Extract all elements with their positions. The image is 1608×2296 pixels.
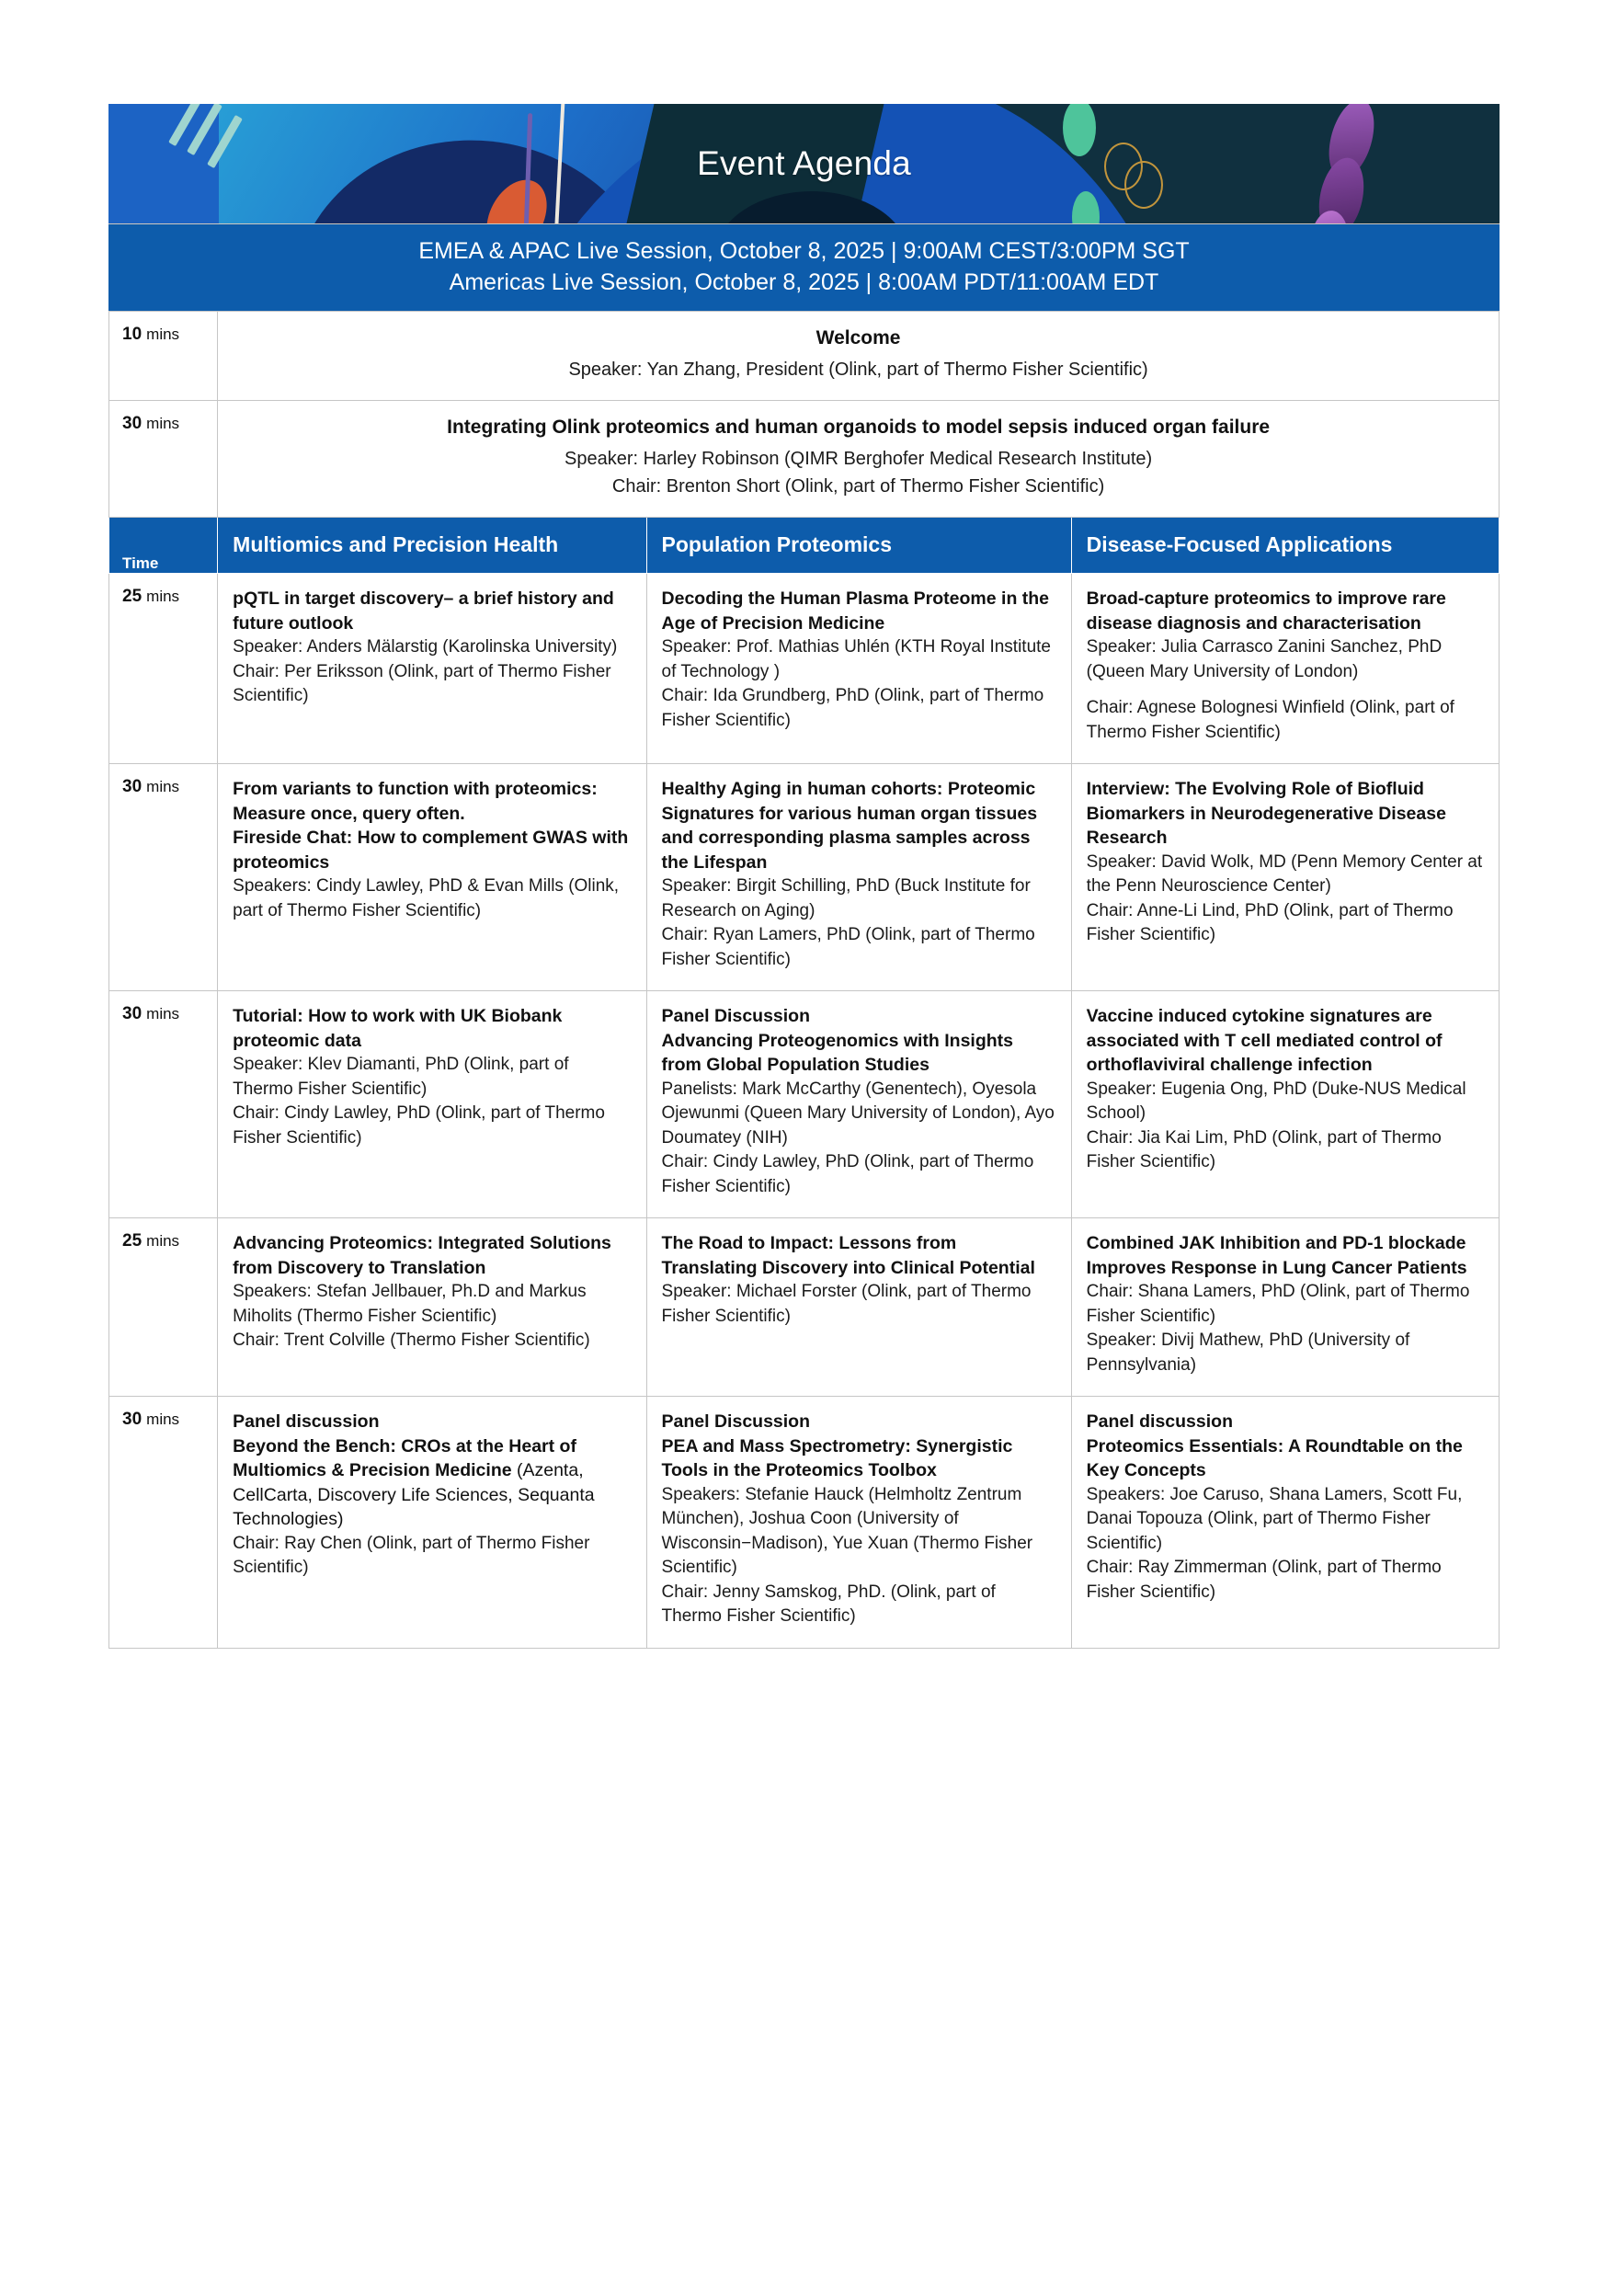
- time-cell: [109, 991, 218, 1218]
- duration-unit: mins: [146, 1411, 180, 1428]
- session-detail: Speaker: Julia Carrasco Zanini Sanchez, PhD (Queen Mary University of London): [1086, 637, 1443, 681]
- session-detail: Chair: Agnese Bolognesi Winfield (Olink, part of Thermo Fisher Scientific): [1086, 698, 1454, 742]
- session-cell: [646, 574, 1071, 764]
- session-title: Panel Discussion PEA and Mass Spectrometry: Synergistic Tools in the Proteomics Toolbox: [661, 1411, 1013, 1480]
- session-title: Combined JAK Inhibition and PD-1 blockade Improves Response in Lung Cancer Patients: [1086, 1233, 1467, 1278]
- session-title: Panel Discussion Advancing Proteogenomics with Insights from Global Population Studies: [661, 1006, 1013, 1075]
- session-title: Panel discussion Beyond the Bench: CROs at the Heart of Multiomics & Precision Medicine (Azenta, CellCarta, Discovery Life Sciences, Sequanta Technologies): [233, 1411, 595, 1529]
- session-title: Advancing Proteomics: Integrated Solutions from Discovery to Translation: [233, 1233, 611, 1278]
- session-title: Welcome: [815, 327, 901, 348]
- table-row: [109, 401, 1500, 518]
- session-detail: Chair: Brenton Short (Olink, part of Thermo Fisher Scientific): [611, 476, 1105, 497]
- session-detail: Speaker: Harley Robinson (QIMR Berghofer Medical Research Institute): [565, 449, 1153, 469]
- duration-unit: mins: [146, 1232, 180, 1250]
- session-detail: Chair: Per Eriksson (Olink, part of Thermo Fisher Scientific): [233, 661, 611, 705]
- event-banner: [108, 104, 1500, 223]
- session-cell: [646, 1397, 1071, 1649]
- session-detail: Chair: Jia Kai Lim, PhD (Olink, part of Thermo Fisher Scientific): [1086, 1127, 1442, 1171]
- table-row: [109, 312, 1500, 401]
- session-detail: Chair: Cindy Lawley, PhD (Olink, part of Thermo Fisher Scientific): [233, 1103, 605, 1148]
- session-title: Tutorial: How to work with UK Biobank proteomic data: [233, 1006, 563, 1051]
- session-cell: [1071, 1218, 1499, 1397]
- track-header-row: [109, 518, 1500, 574]
- session-detail: Speakers: Stefan Jellbauer, Ph.D and Markus Miholits (Thermo Fisher Scientific): [233, 1282, 587, 1326]
- session-detail: Chair: Jenny Samskog, PhD. (Olink, part of Thermo Fisher Scientific): [661, 1582, 996, 1626]
- session-title: Panel discussion Proteomics Essentials: A Roundtable on the Key Concepts: [1086, 1411, 1463, 1480]
- time-cell: [109, 1397, 218, 1649]
- session-detail: Speaker: Klev Diamanti, PhD (Olink, part of Thermo Fisher Scientific): [233, 1055, 569, 1099]
- table-row: [109, 764, 1500, 991]
- session-info-bar: [108, 223, 1500, 311]
- time-cell: [109, 764, 218, 991]
- session-title: Healthy Aging in human cohorts: Proteomic Signatures for various human organ tissues and corresponding plasma samples across the Lifespan: [661, 779, 1038, 873]
- duration-unit: mins: [146, 1005, 180, 1022]
- time-cell: [109, 574, 218, 764]
- session-title-suffix: (Azenta, CellCarta, Discovery Life Sciences, Sequanta Technologies): [233, 1460, 595, 1529]
- session-cell: [646, 991, 1071, 1218]
- duration-value: 30: [122, 414, 143, 433]
- session-cell: [218, 1397, 646, 1649]
- table-row: [109, 1218, 1500, 1397]
- intro-session-cell: [218, 401, 1500, 518]
- session-title: From variants to function with proteomics: Measure once, query often. Fireside Chat: How to complement GWAS with proteomics: [233, 779, 629, 873]
- session-title: Vaccine induced cytokine signatures are associated with T cell mediated control of orthoflaviviral challenge infection: [1086, 1006, 1443, 1075]
- session-cell: [218, 764, 646, 991]
- duration-value: 25: [122, 587, 143, 606]
- session-detail: Speaker: Divij Mathew, PhD (University of Pennsylvania): [1086, 1331, 1410, 1375]
- session-cell: [646, 1218, 1071, 1397]
- time-cell: [109, 1218, 218, 1397]
- session-detail: Chair: Anne-Li Lind, PhD (Olink, part of Thermo Fisher Scientific): [1086, 900, 1454, 944]
- session-cell: [218, 1218, 646, 1397]
- session-detail: Panelists: Mark McCarthy (Genentech), Oyesola Ojewunmi (Queen Mary University of London), Ayo Doumatey (NIH): [661, 1079, 1055, 1148]
- duration-unit: mins: [146, 588, 180, 605]
- track-header-time: Time: [109, 518, 218, 574]
- session-cell: [646, 764, 1071, 991]
- agenda-container: [108, 104, 1500, 1649]
- session-line-americas: Americas Live Session, October 8, 2025 | 8:00AM PDT/11:00AM EDT: [449, 269, 1159, 295]
- session-detail: Chair: Ray Chen (Olink, part of Thermo Fisher Scientific): [233, 1533, 590, 1577]
- agenda-table: [108, 311, 1500, 1649]
- track-header-2: Population Proteomics: [646, 518, 1071, 574]
- track-header-3: Disease-Focused Applications: [1071, 518, 1499, 574]
- session-cell: [1071, 1397, 1499, 1649]
- duration-value: 30: [122, 777, 143, 796]
- session-title: Decoding the Human Plasma Proteome in the Age of Precision Medicine: [661, 588, 1050, 634]
- session-detail: Speaker: David Wolk, MD (Penn Memory Center at the Penn Neuroscience Center): [1086, 851, 1483, 896]
- session-title: Broad-capture proteomics to improve rare disease diagnosis and characterisation: [1086, 588, 1446, 634]
- session-detail: Chair: Ryan Lamers, PhD (Olink, part of Thermo Fisher Scientific): [661, 925, 1035, 969]
- session-detail: Speaker: Yan Zhang, President (Olink, part of Thermo Fisher Scientific): [568, 360, 1148, 380]
- session-detail: Chair: Trent Colville (Thermo Fisher Scientific): [233, 1331, 590, 1350]
- session-detail: Speaker: Eugenia Ong, PhD (Duke-NUS Medical School): [1086, 1079, 1466, 1123]
- session-cell: [218, 574, 646, 764]
- session-detail: Speakers: Cindy Lawley, PhD & Evan Mills (Olink, part of Thermo Fisher Scientific): [233, 876, 620, 920]
- session-title: The Road to Impact: Lessons from Translating Discovery into Clinical Potential: [661, 1233, 1035, 1278]
- duration-value: 10: [122, 325, 143, 344]
- duration-unit: mins: [146, 778, 180, 795]
- session-cell: [218, 991, 646, 1218]
- session-detail: Speakers: Joe Caruso, Shana Lamers, Scott Fu, Danai Topouza (Olink, part of Thermo Fisher Scientific): [1086, 1484, 1463, 1553]
- session-detail: Speaker: Birgit Schilling, PhD (Buck Institute for Research on Aging): [661, 876, 1031, 920]
- duration-unit: mins: [146, 326, 180, 343]
- track-header-1: Multiomics and Precision Health: [218, 518, 646, 574]
- session-cell: [1071, 764, 1499, 991]
- page-title: Event Agenda: [697, 144, 911, 182]
- session-title: Interview: The Evolving Role of Biofluid Biomarkers in Neurodegenerative Disease Research: [1086, 779, 1446, 848]
- session-title: Integrating Olink proteomics and human organoids to model sepsis induced organ failure: [447, 417, 1271, 438]
- intro-session-cell: [218, 312, 1500, 401]
- session-detail: Chair: Shana Lamers, PhD (Olink, part of Thermo Fisher Scientific): [1086, 1282, 1470, 1326]
- session-cell: [1071, 991, 1499, 1218]
- duration-unit: mins: [146, 415, 180, 432]
- session-line-emea-apac: EMEA & APAC Live Session, October 8, 2025 | 9:00AM CEST/3:00PM SGT: [418, 238, 1190, 264]
- time-cell: [109, 312, 218, 401]
- session-detail: Chair: Ida Grundberg, PhD (Olink, part of Thermo Fisher Scientific): [661, 686, 1044, 730]
- duration-value: 30: [122, 1410, 143, 1429]
- time-cell: [109, 401, 218, 518]
- duration-value: 25: [122, 1231, 143, 1251]
- duration-value: 30: [122, 1004, 143, 1023]
- table-row: [109, 991, 1500, 1218]
- table-row: [109, 574, 1500, 764]
- session-detail: Speaker: Michael Forster (Olink, part of Thermo Fisher Scientific): [661, 1282, 1032, 1326]
- session-detail: Speaker: Prof. Mathias Uhlén (KTH Royal Institute of Technology ): [661, 637, 1051, 681]
- session-title: pQTL in target discovery– a brief history and future outlook: [233, 588, 614, 634]
- table-row: [109, 1397, 1500, 1649]
- session-detail: Chair: Ray Zimmerman (Olink, part of Thermo Fisher Scientific): [1086, 1558, 1442, 1602]
- session-cell: [1071, 574, 1499, 764]
- session-detail: Speakers: Stefanie Hauck (Helmholtz Zentrum München), Joshua Coon (University of Wisconsin−Madison), Yue Xuan (Thermo Fisher Scientific): [661, 1484, 1033, 1577]
- session-detail: Speaker: Anders Mälarstig (Karolinska University): [233, 637, 618, 657]
- session-detail: Chair: Cindy Lawley, PhD (Olink, part of Thermo Fisher Scientific): [661, 1152, 1034, 1196]
